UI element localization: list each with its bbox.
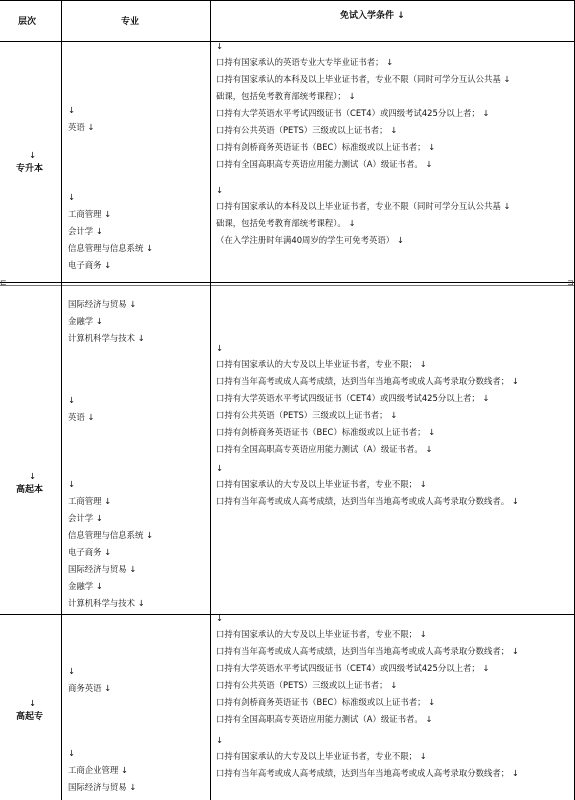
line-end-arrow: ↓ <box>84 122 95 132</box>
major-item: 国际经济与贸易 ↓ <box>68 782 137 792</box>
line-end-arrow: ↓ <box>394 235 404 245</box>
major-item: 信息管理与信息系统 ↓ <box>68 243 154 253</box>
major-arrow: ↓ <box>68 395 76 405</box>
condition-item: 口持有国家承认的大专及以上毕业证书者，专业不限； ↓ <box>216 359 427 369</box>
condition-item: 口持有公共英语（PETS）三级或以上证书者； ↓ <box>216 410 398 420</box>
line-end-arrow: ↓ <box>479 108 490 118</box>
line-end-arrow: ↓ <box>509 376 519 386</box>
condition-item: 础课，包括免考教育部统考课程）。 ↓ <box>216 218 356 228</box>
major-item: 英语 ↓ <box>68 122 95 132</box>
line-end-arrow: ↓ <box>345 218 356 228</box>
line-end-arrow: ↓ <box>383 57 394 67</box>
line-end-arrow: ↓ <box>126 564 137 574</box>
page-break-marker-left: ⊏ <box>0 278 7 287</box>
line-end-arrow: ↓ <box>93 581 103 591</box>
line-end-arrow: ↓ <box>101 547 112 557</box>
level-arrow: ↓ <box>29 150 37 160</box>
condition-item: 口持有当年高考或成人高考成绩，达到当年当地高考或成人高考录取分数线者； ↓ <box>216 768 519 778</box>
condition-item: 础课，包括免考教育部统考课程）； ↓ <box>216 91 356 101</box>
major-item: 工商管理 ↓ <box>68 496 112 506</box>
line-end-arrow: ↓ <box>417 359 427 369</box>
line-end-arrow: ↓ <box>417 629 427 639</box>
line-end-arrow: ↓ <box>93 316 103 326</box>
condition-item: 口持有国家承认的本科及以上毕业证书者，专业不限（同时可学分互认公共基 ↓ <box>216 201 511 211</box>
header-major: 专业 <box>121 17 140 27</box>
level-zhuanshengben: 专升本 <box>16 164 44 174</box>
header-condition-title: 免试入学条件 ↓ <box>340 11 405 21</box>
line-end-arrow: ↓ <box>387 410 398 420</box>
condition-item: 口持有全国高职高专英语应用能力测试（A）级证书者。 ↓ <box>216 159 433 169</box>
major-item: 英语 ↓ <box>68 412 95 422</box>
condition-arrow: ↓ <box>216 185 224 195</box>
line-end-arrow: ↓ <box>135 598 145 608</box>
line-end-arrow: ↓ <box>143 530 154 540</box>
major-item: 商务英语 ↓ <box>68 683 112 693</box>
major-item: 计算机科学与技术 ↓ <box>68 598 145 608</box>
line-end-arrow: ↓ <box>479 393 490 403</box>
line-end-arrow: ↓ <box>345 91 356 101</box>
condition-arrow: ↓ <box>216 343 224 353</box>
major-item: 国际经济与贸易 ↓ <box>68 299 137 309</box>
condition-arrow: ↓ <box>216 463 224 473</box>
line-end-arrow: ↓ <box>417 479 427 489</box>
condition-item: 口持有全国高职高专英语应用能力测试（A）级证书者。 ↓ <box>216 444 433 454</box>
line-end-arrow: ↓ <box>84 412 95 422</box>
line-end-arrow: ↓ <box>101 209 112 219</box>
line-end-arrow: ↓ <box>387 125 398 135</box>
condition-item: 口持有国家承认的大专及以上毕业证书者，专业不限； ↓ <box>216 479 427 489</box>
line-end-arrow: ↓ <box>118 765 128 775</box>
line-end-arrow: ↓ <box>93 226 103 236</box>
major-item: 会计学 ↓ <box>68 513 103 523</box>
line-end-arrow: ↓ <box>101 496 112 506</box>
condition-item: 口持有剑桥商务英语证书（BEC）标准级或以上证书者； ↓ <box>216 697 436 707</box>
section-divider-2 <box>0 614 575 615</box>
level-gaoqizhuan: 高起专 <box>16 712 44 722</box>
col-divider-1 <box>61 0 62 800</box>
line-end-arrow: ↓ <box>417 751 427 761</box>
section-divider-1b <box>0 285 575 286</box>
condition-item: 口持有当年高考或成人高考成绩，达到当年当地高考或成人高考录取分数线者。 ↓ <box>216 496 519 506</box>
major-arrow: ↓ <box>68 748 76 758</box>
page-break-marker-right: ⊐ <box>567 278 574 287</box>
condition-item: 口持有全国高职高专英语应用能力测试（A）级证书者。 ↓ <box>216 714 433 724</box>
line-end-arrow: ↓ <box>101 260 112 270</box>
line-end-arrow: ↓ <box>425 427 436 437</box>
condition-item: 口持有大学英语水平考试四级证书（CET4）或四级考试425分以上者； ↓ <box>216 393 490 403</box>
line-end-arrow: ↓ <box>479 663 490 673</box>
major-item: 国际经济与贸易 ↓ <box>68 564 137 574</box>
condition-item: 口持有剑桥商务英语证书（BEC）标准级或以上证书者； ↓ <box>216 427 436 437</box>
table-top-border <box>0 0 575 1</box>
line-end-arrow: ↓ <box>509 496 519 506</box>
condition-item: 口持有公共英语（PETS）三级或以上证书者； ↓ <box>216 125 398 135</box>
condition-item: 口持有大学英语水平考试四级证书（CET4）或四级考试425分以上者； ↓ <box>216 663 490 673</box>
line-end-arrow: ↓ <box>126 782 137 792</box>
header-level: 层次 <box>18 17 37 27</box>
condition-item: 口持有国家承认的英语专业大专毕业证书者； ↓ <box>216 57 394 67</box>
line-end-arrow: ↓ <box>387 680 398 690</box>
condition-item: 口持有公共英语（PETS）三级或以上证书者； ↓ <box>216 680 398 690</box>
line-end-arrow: ↓ <box>135 333 145 343</box>
col-divider-2 <box>210 0 211 800</box>
line-end-arrow: ↓ <box>500 74 511 84</box>
condition-arrow: ↓ <box>216 735 224 745</box>
line-end-arrow: ↓ <box>93 513 103 523</box>
condition-item: 口持有国家承认的大专及以上毕业证书者，专业不限； ↓ <box>216 629 427 639</box>
major-item: 金融学 ↓ <box>68 316 103 326</box>
condition-item: 口持有剑桥商务英语证书（BEC）标准级或以上证书者； ↓ <box>216 142 436 152</box>
major-item: 会计学 ↓ <box>68 226 103 236</box>
condition-item: 口持有当年高考或成人高考成绩，达到当年当地高考或成人高考录取分数线者； ↓ <box>216 646 519 656</box>
condition-item: 口持有国家承认的大专及以上毕业证书者，专业不限； ↓ <box>216 751 427 761</box>
level-arrow: ↓ <box>29 698 37 708</box>
header-bottom-border <box>0 41 575 42</box>
major-item: 信息管理与信息系统 ↓ <box>68 530 154 540</box>
line-end-arrow: ↓ <box>509 768 519 778</box>
major-arrow: ↓ <box>68 479 76 489</box>
major-item: 电子商务 ↓ <box>68 260 112 270</box>
line-end-arrow: ↓ <box>126 299 137 309</box>
line-end-arrow: ↓ <box>143 243 154 253</box>
line-end-arrow: ↓ <box>101 683 112 693</box>
major-item: 工商企业管理 ↓ <box>68 765 128 775</box>
condition-item: 口持有大学英语水平考试四级证书（CET4）或四级考试425分以上者； ↓ <box>216 108 490 118</box>
line-end-arrow: ↓ <box>422 444 433 454</box>
major-item: 电子商务 ↓ <box>68 547 112 557</box>
major-arrow: ↓ <box>68 666 76 676</box>
major-arrow: ↓ <box>68 192 76 202</box>
major-item: 金融学 ↓ <box>68 581 103 591</box>
condition-arrow: ↓ <box>216 613 224 623</box>
major-item: 计算机科学与技术 ↓ <box>68 333 145 343</box>
section-divider-1 <box>0 282 575 283</box>
line-end-arrow: ↓ <box>425 697 436 707</box>
major-item: 工商管理 ↓ <box>68 209 112 219</box>
condition-item: （在入学注册时年满40周岁的学生可免考英语） ↓ <box>216 235 404 245</box>
level-arrow: ↓ <box>29 471 37 481</box>
line-end-arrow: ↓ <box>422 714 433 724</box>
line-end-arrow: ↓ <box>500 201 511 211</box>
line-end-arrow: ↓ <box>509 646 519 656</box>
condition-arrow: ↓ <box>216 41 224 51</box>
line-end-arrow: ↓ <box>422 159 433 169</box>
major-arrow: ↓ <box>68 105 76 115</box>
condition-item: 口持有国家承认的本科及以上毕业证书者，专业不限（同时可学分互认公共基 ↓ <box>216 74 511 84</box>
line-end-arrow: ↓ <box>425 142 436 152</box>
level-gaoqiben: 高起本 <box>16 485 44 495</box>
condition-item: 口持有当年高考或成人高考成绩，达到当年当地高考或成人高考录取分数线者； ↓ <box>216 376 519 386</box>
